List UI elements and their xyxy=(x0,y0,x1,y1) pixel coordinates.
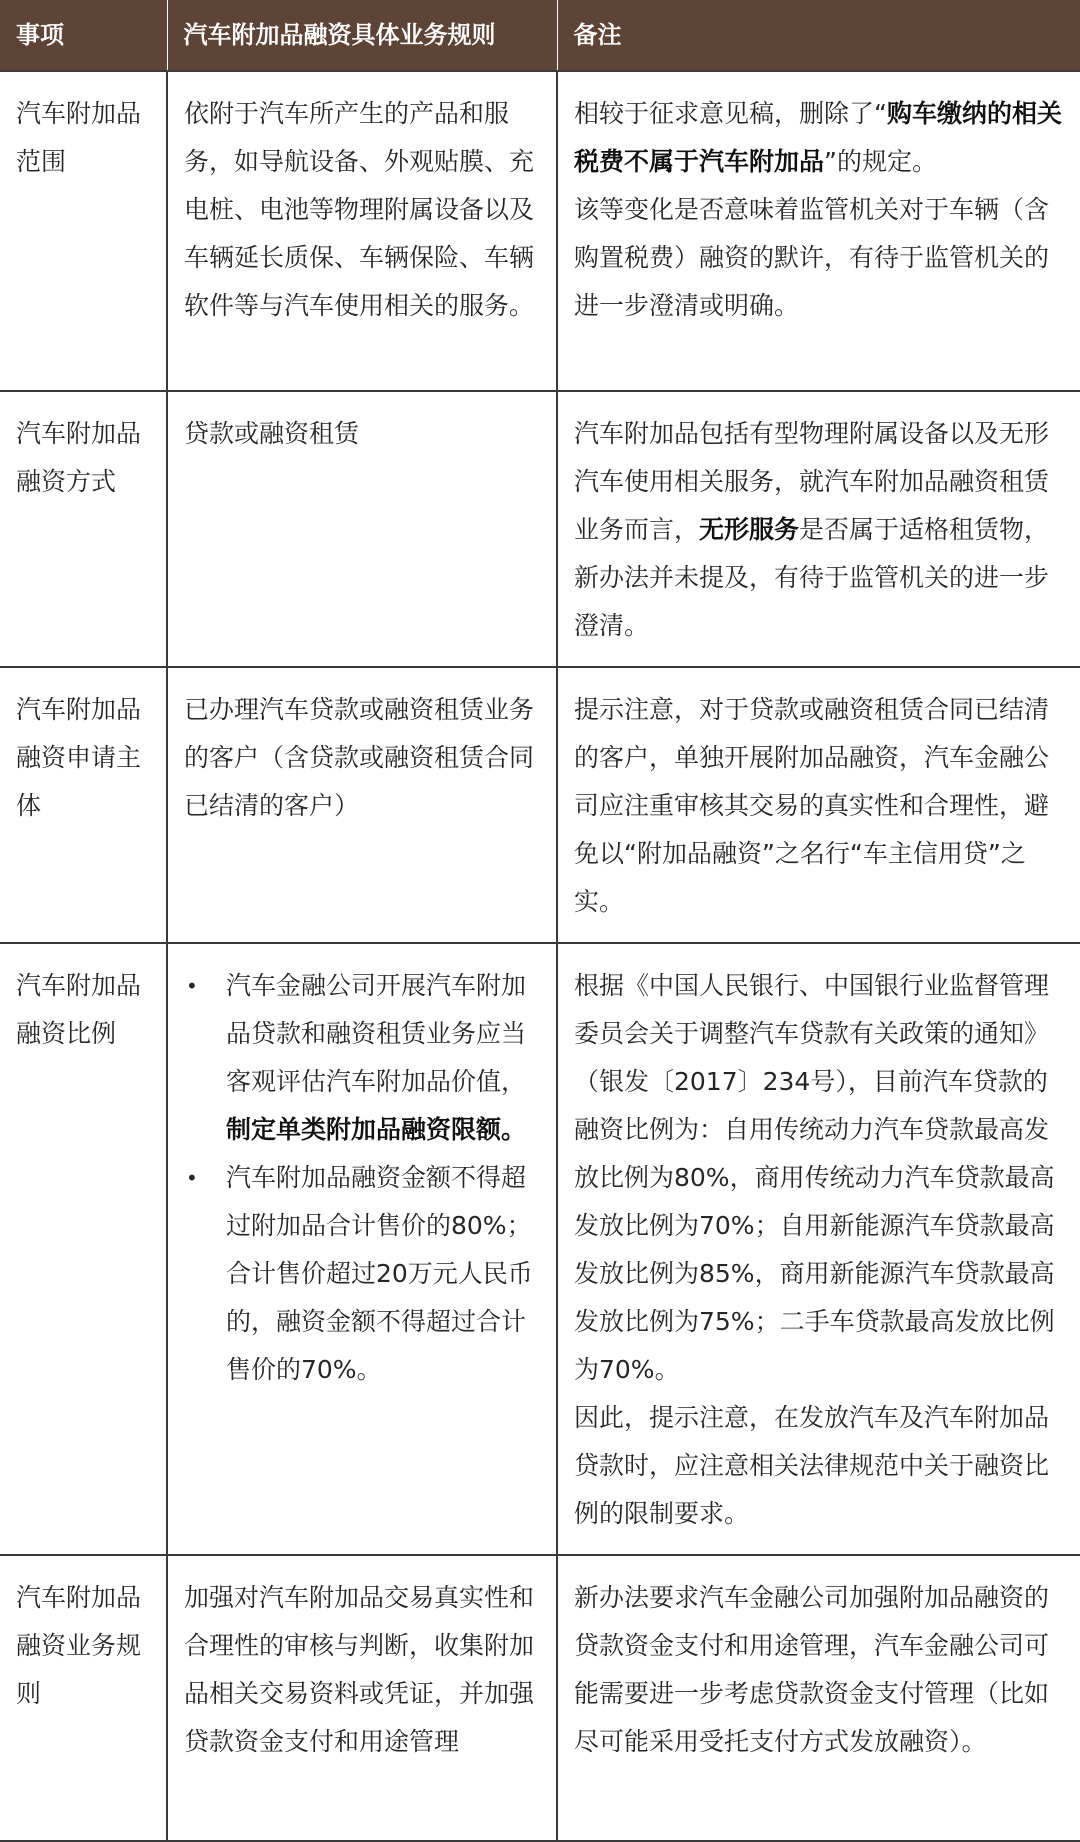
bullet-text: 汽车金融公司开展汽车附加品贷款和融资租赁业务应当客观评估汽车附加品价值， xyxy=(226,971,527,1096)
item-cell: 汽车附加品融资业务规则 xyxy=(0,1555,167,1841)
note-text: 相较于征求意见稿，删除了“ xyxy=(574,99,887,128)
item-cell: 汽车附加品融资申请主体 xyxy=(0,667,167,943)
note-emphasis: 购车缴纳的相关税费不属于汽车附加品 xyxy=(574,99,1062,176)
note-cell xyxy=(557,391,1080,667)
note-paragraph: 该等变化是否意味着监管机关对于车辆（含购置税费）融资的默许，有待于监管机关的进一步澄清或明确。 xyxy=(574,195,1050,320)
list-item xyxy=(184,962,540,1154)
rule-cell: 已办理汽车贷款或融资租赁业务的客户（含贷款或融资租赁合同已结清的客户） xyxy=(167,667,557,943)
item-cell: 汽车附加品融资方式 xyxy=(0,391,167,667)
header-note: 备注 xyxy=(557,0,1080,71)
note-text: ”的规定。 xyxy=(824,147,937,176)
list-item xyxy=(184,1154,540,1394)
note-cell: 提示注意，对于贷款或融资租赁合同已结清的客户，单独开展附加品融资，汽车金融公司应注重审核其交易的真实性和合理性，避免以“附加品融资”之名行“车主信用贷”之实。 xyxy=(557,667,1080,943)
bullet-list xyxy=(184,962,540,1394)
table-header xyxy=(0,0,1080,71)
note-cell xyxy=(557,71,1080,391)
note-text: 是否属于适格租赁物，新办法并未提及，有待于监管机关的进一步澄清。 xyxy=(574,515,1050,640)
item-cell: 汽车附加品融资比例 xyxy=(0,943,167,1555)
bullet-icon: • xyxy=(186,974,198,998)
table-row xyxy=(0,943,1080,1555)
rule-cell: 依附于汽车所产生的产品和服务，如导航设备、外观贴膜、充电桩、电池等物理附属设备以及车辆延长质保、车辆保险、车辆软件等与汽车使用相关的服务。 xyxy=(167,71,557,391)
header-row xyxy=(0,0,1080,71)
rule-cell: 加强对汽车附加品交易真实性和合理性的审核与判断，收集附加品相关交易资料或凭证，并加强贷款资金支付和用途管理 xyxy=(167,1555,557,1841)
bullet-text: 汽车附加品融资金额不得超过附加品合计售价的80%；合计售价超过20万元人民币的，融资金额不得超过合计售价的70%。 xyxy=(226,1163,533,1384)
note-cell xyxy=(557,943,1080,1555)
header-item: 事项 xyxy=(0,0,167,71)
table-row xyxy=(0,1555,1080,1841)
note-cell: 新办法要求汽车金融公司加强附加品融资的贷款资金支付和用途管理，汽车金融公司可能需要进一步考虑贷款资金支付管理（比如尽可能采用受托支付方式发放融资）。 xyxy=(557,1555,1080,1841)
note-text: 汽车附加品包括有型物理附属设备以及无形汽车使用相关服务，就汽车附加品融资租赁业务而言， xyxy=(574,419,1050,544)
bullet-emphasis: 制定单类附加品融资限额。 xyxy=(226,1115,527,1144)
note-paragraph xyxy=(574,410,1064,650)
item-cell: 汽车附加品范围 xyxy=(0,71,167,391)
table-body xyxy=(0,71,1080,1841)
note-paragraph: 根据《中国人民银行、中国银行业监督管理委员会关于调整汽车贷款有关政策的通知》（银发〔2017〕234号），目前汽车贷款的融资比例为：自用传统动力汽车贷款最高发放比例为80%，商用传统动力汽车贷款最高发放比例为70%；自用新能源汽车贷款最高发放比例为85%，商用新能源汽车贷款最高发放比例为75%；二手车贷款最高发放比例为70%。 xyxy=(574,971,1055,1384)
bullet-icon: • xyxy=(186,1166,198,1190)
table-row xyxy=(0,71,1080,391)
header-rule: 汽车附加品融资具体业务规则 xyxy=(167,0,557,71)
table-row xyxy=(0,667,1080,943)
rule-cell: 贷款或融资租赁 xyxy=(167,391,557,667)
table-row xyxy=(0,391,1080,667)
rule-cell xyxy=(167,943,557,1555)
note-paragraph xyxy=(574,90,1064,186)
note-paragraph: 因此，提示注意，在发放汽车及汽车附加品贷款时，应注意相关法律规范中关于融资比例的限制要求。 xyxy=(574,1403,1050,1528)
note-emphasis: 无形服务 xyxy=(699,515,800,544)
